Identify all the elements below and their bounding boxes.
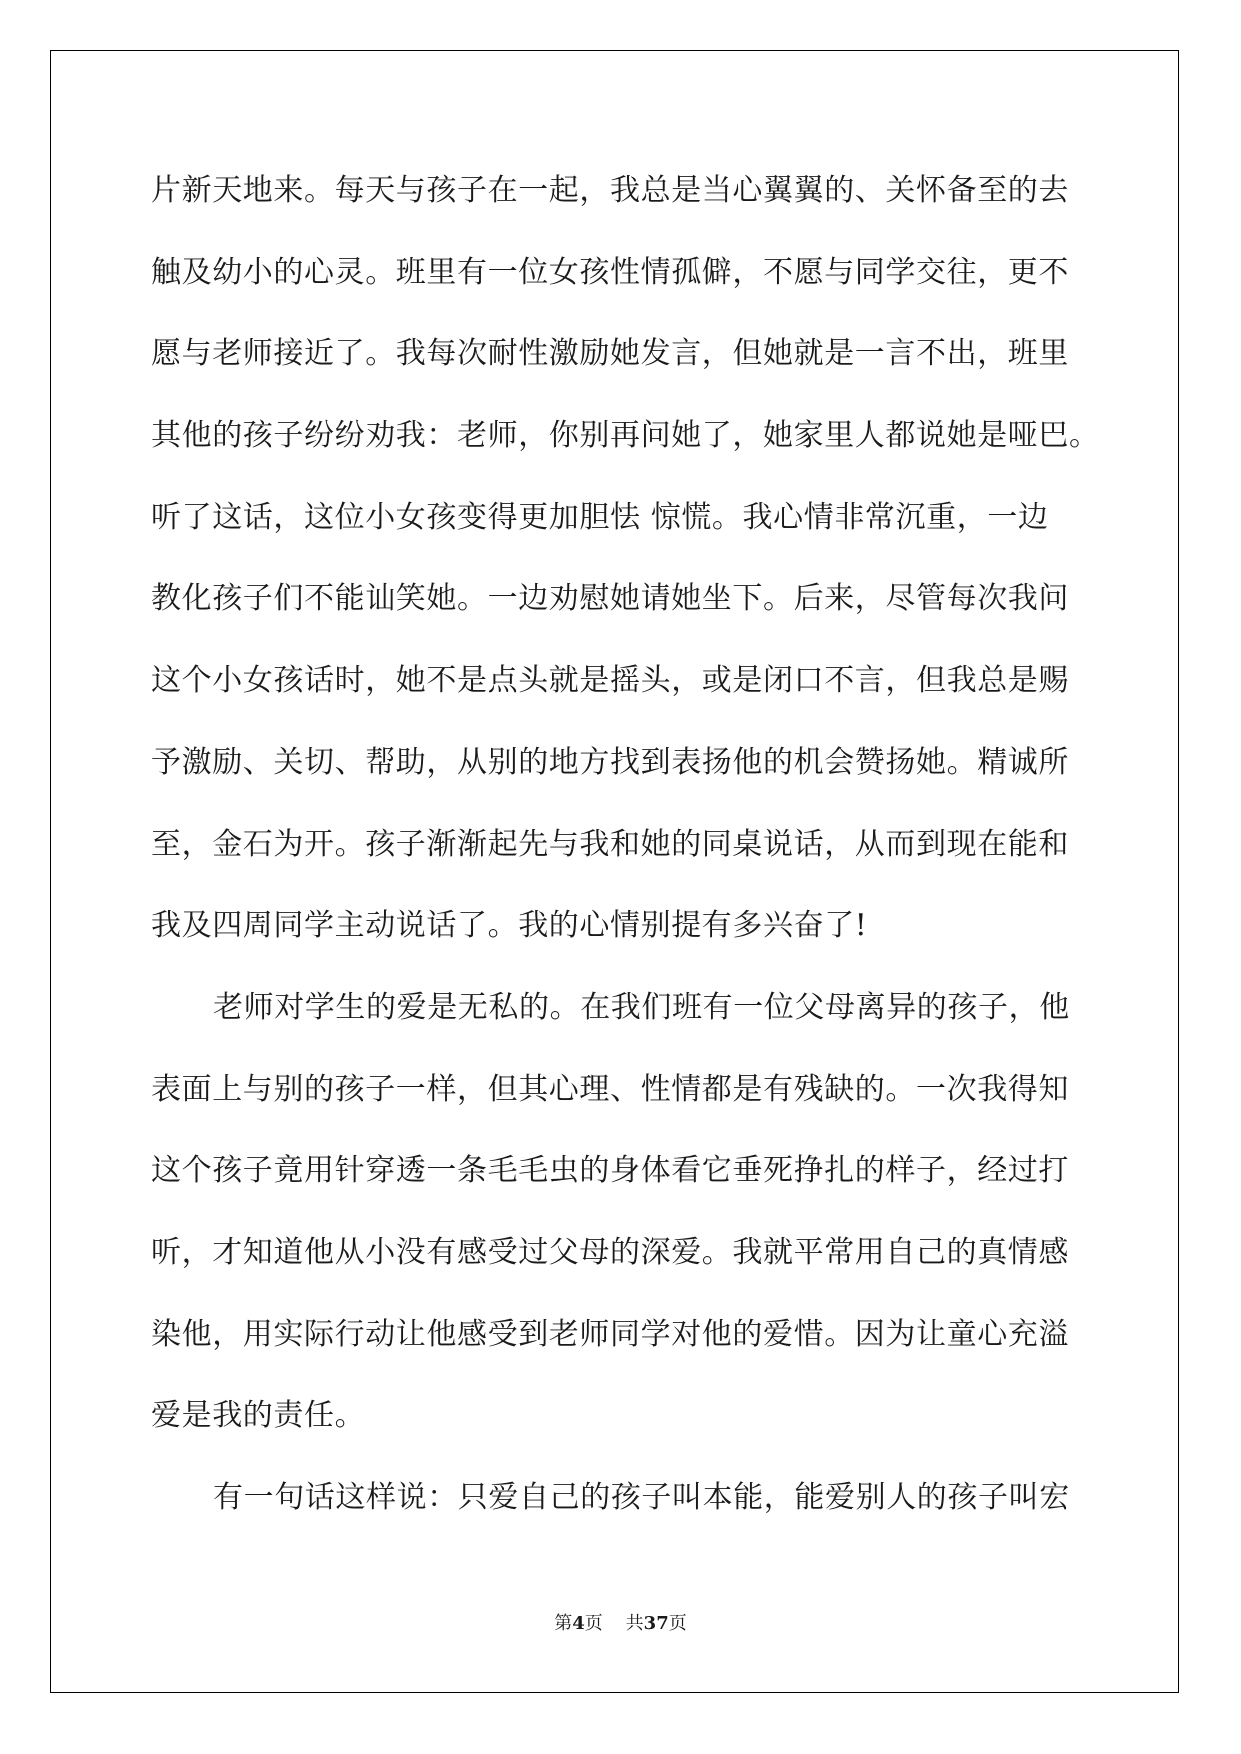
total-pages-prefix: 共 [625, 1613, 644, 1634]
text-line: 愿与老师接近了。我每次耐性激励她发言，但她就是一言不出，班里 [151, 336, 1069, 372]
text-line: 触及幼小的心灵。班里有一位女孩性情孤僻，不愿与同学交往，更不 [151, 254, 1069, 290]
document-body [151, 158, 1100, 1547]
paragraph-first-line: 有一句话这样说：只爱自己的孩子叫本能，能爱别人的孩子叫宏 [213, 1480, 1070, 1515]
text-line: 这个小女孩话时，她不是点头就是摇头，或是闭口不言，但我总是赐 [151, 663, 1069, 699]
text-line: 片新天地来。每天与孩子在一起，我总是当心翼翼的、关怀备至的去 [151, 173, 1069, 208]
text-line: 这个孩子竟用针穿透一条毛毛虫的身体看它垂死挣扎的样子，经过打 [151, 1153, 1069, 1189]
page-footer [0, 1612, 1241, 1636]
current-page-number: 4 [572, 1613, 585, 1634]
page-number-prefix: 第 [554, 1613, 573, 1634]
total-pages-number: 37 [643, 1613, 669, 1634]
total-pages-suffix: 页 [668, 1613, 687, 1634]
text-line: 予激励、关切、帮助，从别的地方找到表扬他的机会赞扬她。精诚所 [151, 744, 1069, 780]
text-line: 教化孩子们不能讪笑她。一边劝慰她请她坐下。后来，尽管每次我问 [151, 581, 1069, 617]
paragraph-first-line: 老师对学生的爱是无私的。在我们班有一位父母离异的孩子，他 [213, 989, 1070, 1025]
text-line: 至，金石为开。孩子渐渐起先与我和她的同桌说话，从而到现在能和 [151, 826, 1069, 862]
page-word: 页 [584, 1613, 603, 1634]
text-line: 染他，用实际行动让他感受到老师同学对他的爱惜。因为让童心充溢 [151, 1316, 1069, 1352]
text-line: 听了这话，这位小女孩变得更加胆怯 惊慌。我心情非常沉重，一边 [151, 499, 1049, 535]
text-line: 听，才知道他从小没有感受过父母的深爱。我就平常用自己的真情感 [151, 1234, 1069, 1270]
text-line: 我及四周同学主动说话了。我的心情别提有多兴奋了! [151, 908, 868, 944]
text-line: 爱是我的责任。 [151, 1398, 366, 1434]
text-line: 其他的孩子纷纷劝我：老师，你别再问她了，她家里人都说她是哑巴。 [151, 418, 1100, 454]
text-line: 表面上与别的孩子一样，但其心理、性情都是有残缺的。一次我得知 [151, 1071, 1069, 1107]
